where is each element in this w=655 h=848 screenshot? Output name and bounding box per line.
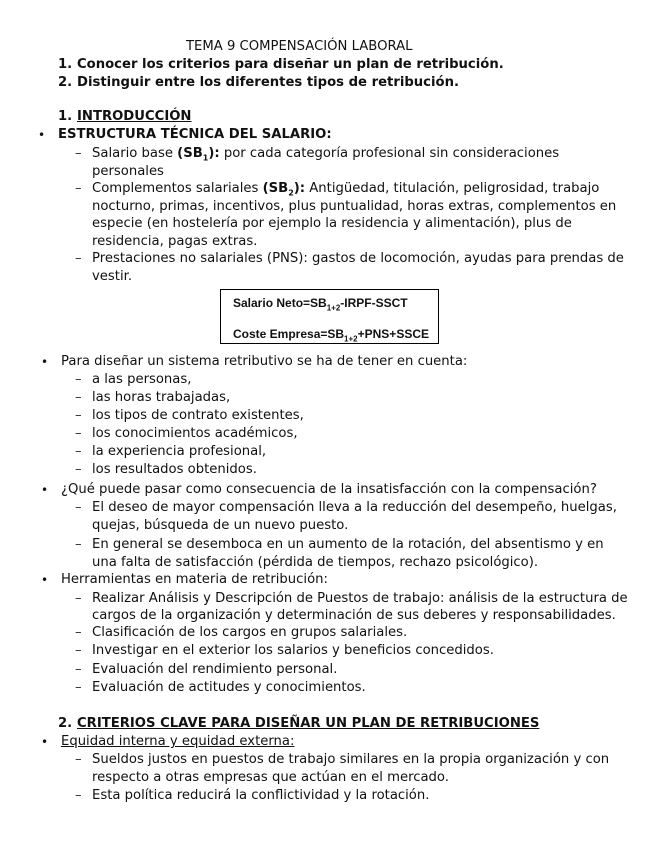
- page-title: TEMA 9 COMPENSACIÓN LABORAL: [186, 39, 413, 54]
- dash-icon: –: [75, 643, 82, 658]
- herramientas-1-line2: cargos de la organización y determinación de sus deberes y responsabilidades.: [92, 608, 616, 623]
- dash-icon: –: [75, 390, 82, 405]
- diseno-item: la experiencia profesional,: [92, 444, 267, 459]
- dash-icon: –: [75, 444, 82, 459]
- herramientas-item: Clasificación de los cargos en grupos salariales.: [92, 625, 408, 640]
- insatisfaccion-2-line1: En general se desemboca en un aumento de la rotación, del absentismo y en: [92, 537, 604, 552]
- complementos-line1: Complementos salariales $(SB_2)$: Antigüedad, titulación, peligrosidad, trabajo: [92, 181, 600, 198]
- herramientas-intro: Herramientas en materia de retribución:: [61, 572, 328, 587]
- estructura-heading: ESTRUCTURA TÉCNICA DEL SALARIO:: [58, 127, 332, 142]
- diseno-item: los conocimientos académicos,: [92, 426, 298, 441]
- insatisfaccion-2-line2: una falta de satisfacción (pérdida de tiempos, rechazo psicológico).: [92, 555, 539, 570]
- prestaciones-line2: vestir.: [92, 269, 133, 284]
- objective-1-text: Conocer los criterios para diseñar un plan de retribución.: [77, 57, 504, 72]
- dash-icon: –: [75, 408, 82, 423]
- dash-icon: –: [75, 788, 82, 803]
- dash-icon: –: [75, 372, 82, 387]
- equidad-heading: Equidad interna y equidad externa:: [61, 734, 295, 749]
- bullet-icon: •: [41, 573, 49, 587]
- equidad-2: Esta política reducirá la conflictividad y la rotación.: [92, 788, 430, 803]
- equidad-1-line2: respecto a otras empresas que actúan en el mercado.: [92, 770, 449, 785]
- dash-icon: –: [75, 426, 82, 441]
- section2-heading: CRITERIOS CLAVE PARA DISEÑAR UN PLAN DE RETRIBUCIONES: [77, 716, 540, 731]
- herramientas-item: Evaluación de actitudes y conocimientos.: [92, 680, 366, 695]
- equidad-1-line1: Sueldos justos en puestos de trabajo similares en la propia organización y con: [92, 752, 610, 767]
- formula-box: [220, 289, 439, 344]
- herramientas-1-line1: Realizar Análisis y Descripción de Puestos de trabajo: análisis de la estructura de: [92, 591, 628, 606]
- dash-icon: –: [75, 537, 82, 552]
- dash-icon: –: [75, 181, 82, 196]
- dash-icon: –: [75, 680, 82, 695]
- diseno-item: los tipos de contrato existentes,: [92, 408, 304, 423]
- insatisfaccion-1-line1: El deseo de mayor compensación lleva a la reducción del desempeño, huelgas,: [92, 500, 617, 515]
- herramientas-item: Investigar en el exterior los salarios y beneficios concedidos.: [92, 643, 494, 658]
- objective-2-text: Distinguir entre los diferentes tipos de retribución.: [77, 75, 459, 90]
- diseno-item: las horas trabajadas,: [92, 390, 231, 405]
- diseno-intro: Para diseñar un sistema retributivo se ha de tener en cuenta:: [61, 354, 468, 369]
- dash-icon: –: [75, 500, 82, 515]
- salario-base-line1: Salario base $(SB_1)$: por cada categoría profesional sin consideraciones: [92, 146, 560, 163]
- insatisfaccion-question: ¿Qué puede pasar como consecuencia de la insatisfacción con la compensación?: [61, 482, 597, 497]
- bullet-icon: •: [41, 483, 49, 497]
- bullet-icon: •: [41, 735, 49, 749]
- dash-icon: –: [75, 251, 82, 266]
- herramientas-item: Evaluación del rendimiento personal.: [92, 662, 338, 677]
- formula-salario-neto: Salario $Neto=SB_{1+2}-IRPF$-SSCT: [233, 296, 408, 313]
- section1-num: 1.: [58, 109, 73, 124]
- complementos-line3: especie (en hostelería por ejemplo la residencia y alimentación), plus de: [92, 216, 572, 231]
- formula-coste-empresa: Coste $Empresa=SB_{1+2}+PNS+SSCE$: [233, 327, 429, 344]
- bullet-icon: •: [38, 128, 46, 142]
- complementos-line2: nocturno, primas, incentivos, plus puntualidad, horas extras, complementos en: [92, 199, 617, 214]
- diseno-item: los resultados obtenidos.: [92, 462, 257, 477]
- section1-heading: INTRODUCCIÓN: [77, 109, 192, 124]
- dash-icon: –: [75, 662, 82, 677]
- dash-icon: –: [75, 146, 82, 161]
- prestaciones-line1: Prestaciones no salariales (PNS): gastos de locomoción, ayudas para prendas de: [92, 251, 624, 266]
- dash-icon: –: [75, 591, 82, 606]
- salario-base-line2: personales: [92, 164, 164, 179]
- dash-icon: –: [75, 462, 82, 477]
- section2-num: 2.: [58, 716, 73, 731]
- diseno-item: a las personas,: [92, 372, 192, 387]
- complementos-line4: residencia, pagas extras.: [92, 234, 258, 249]
- bullet-icon: •: [41, 355, 49, 369]
- dash-icon: –: [75, 625, 82, 640]
- dash-icon: –: [75, 752, 82, 767]
- objective-1-num: 1.: [58, 57, 73, 72]
- objective-2-num: 2.: [58, 75, 73, 90]
- insatisfaccion-1-line2: quejas, búsqueda de un nuevo puesto.: [92, 518, 349, 533]
